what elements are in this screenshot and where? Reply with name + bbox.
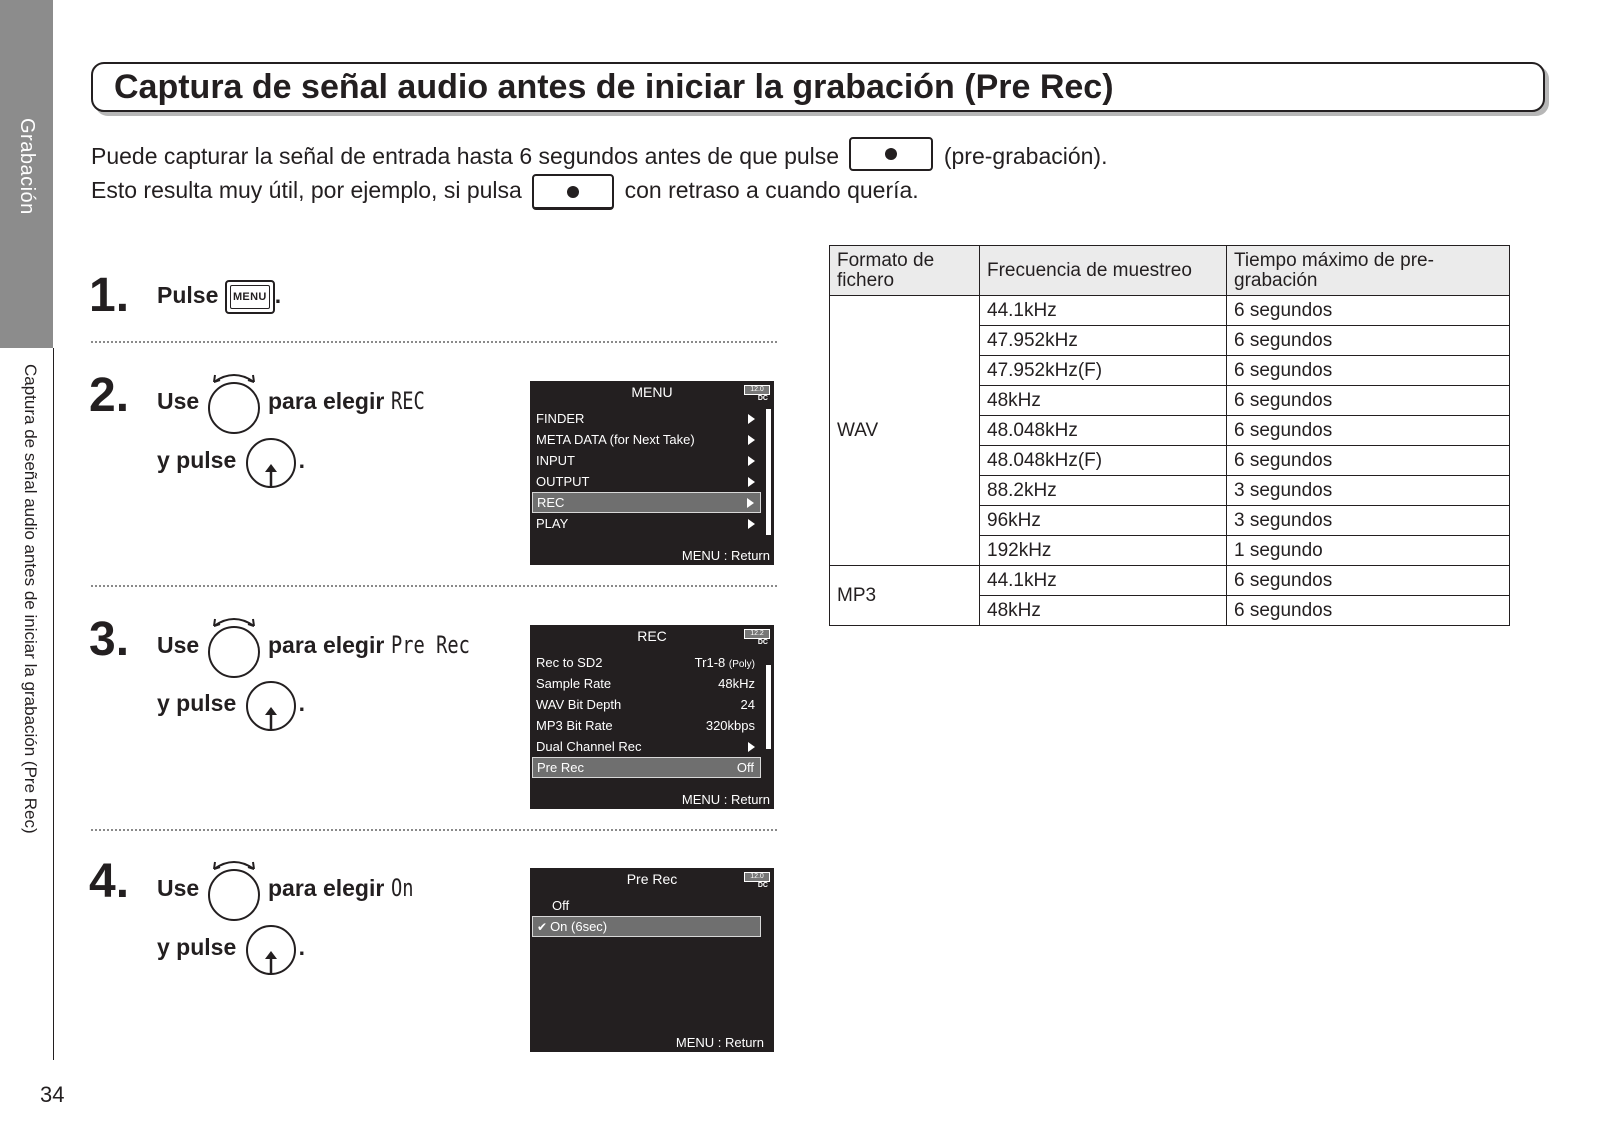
lcd-prerec-screen [530, 868, 774, 1052]
sample-rate-cell: 48kHz [980, 386, 1227, 416]
sample-rate-cell: 48.048kHz [980, 416, 1227, 446]
step-4-use: Use [157, 875, 200, 902]
max-time-cell: 3 segundos [1227, 476, 1510, 506]
lcd-title: Pre Rec [626, 871, 678, 887]
max-time-cell: 6 segundos [1227, 416, 1510, 446]
page-title: Captura de señal audio antes de iniciar la grabación (Pre Rec) [114, 68, 1114, 106]
arrow-right-icon [748, 477, 755, 487]
step-3-line-2 [157, 677, 305, 733]
lcd-setting-row: Rec to SD2 Tr1-8 (Poly) [536, 655, 755, 670]
max-time-cell: 3 segundos [1227, 506, 1510, 536]
step-1-end: . [274, 282, 282, 309]
max-time-cell: 6 segundos [1227, 356, 1510, 386]
lcd-menu-screen [530, 381, 774, 565]
push-dial-icon [243, 434, 299, 490]
step-4-press: y pulse [157, 934, 237, 961]
menu-key-icon [225, 280, 275, 314]
step-3-line-1 [157, 614, 492, 680]
max-time-cell: 6 segundos [1227, 446, 1510, 476]
intro-text-1b: (pre-grabación). [943, 143, 1108, 169]
step-2-use: Use [157, 388, 200, 415]
step-2-press: y pulse [157, 447, 237, 474]
pre-rec-time-table [829, 245, 1510, 626]
step-4-line-1 [157, 857, 420, 923]
step-4-choose: para elegir [267, 875, 385, 902]
dc-indicator: DC [757, 395, 768, 402]
section-tab-text: Grabación [16, 118, 38, 215]
step-divider [91, 341, 777, 343]
arrow-right-icon [748, 742, 755, 752]
arrow-right-icon [748, 414, 755, 424]
step-3-use: Use [157, 632, 200, 659]
step-1-label: Pulse [157, 282, 219, 309]
lcd-menu-item-selected: REC [532, 492, 761, 513]
section-tab-label [0, 0, 53, 348]
step-2-target: REC [390, 387, 425, 416]
step-1-text [157, 280, 281, 314]
arrow-right-icon [748, 435, 755, 445]
max-time-cell: 6 segundos [1227, 566, 1510, 596]
side-section-title: Captura de señal audio antes de iniciar la grabación (Pre Rec) [21, 364, 40, 834]
intro-text-1a: Puede capturar la señal de entrada hasta 6 segundos antes de que pulse [91, 143, 840, 169]
sample-rate-cell: 44.1kHz [980, 566, 1227, 596]
lcd-footer: MENU : Return [681, 792, 770, 807]
step-2-end: . [298, 447, 306, 474]
lcd-scrollbar [766, 409, 771, 535]
battery-icon: 12.0 [744, 872, 770, 882]
push-dial-icon [243, 921, 299, 977]
dc-indicator: DC [757, 639, 768, 646]
table-row [830, 296, 1510, 326]
dc-indicator: DC [757, 882, 768, 889]
intro-line-2 [91, 174, 919, 210]
step-3-end: . [298, 690, 306, 717]
rotary-dial-icon [206, 857, 262, 923]
intro-text-2b: con retraso a cuando quería. [624, 177, 919, 204]
format-cell: WAV [830, 296, 980, 566]
lcd-scrollbar [766, 665, 771, 749]
max-time-cell: 6 segundos [1227, 596, 1510, 626]
lcd-title: REC [637, 628, 667, 644]
arrow-right-icon [748, 519, 755, 529]
header-sample-rate: Frecuencia de muestreo [980, 246, 1227, 296]
step-2-line-2 [157, 434, 305, 490]
lcd-title: MENU [631, 384, 673, 400]
step-3-choose: para elegir [267, 632, 385, 659]
sample-rate-cell: 47.952kHz(F) [980, 356, 1227, 386]
arrow-right-icon [747, 498, 754, 508]
step-4-end: . [298, 934, 306, 961]
lcd-footer: MENU : Return [675, 1035, 764, 1050]
max-time-cell: 6 segundos [1227, 386, 1510, 416]
arrow-right-icon [748, 456, 755, 466]
lcd-setting-row: Dual Channel Rec [532, 736, 761, 757]
intro-text-2a: Esto resulta muy útil, por ejemplo, si pulsa [91, 177, 522, 204]
rotary-dial-icon [206, 370, 262, 436]
sample-rate-cell: 96kHz [980, 506, 1227, 536]
table-row [830, 566, 1510, 596]
step-4-number: 4. [89, 855, 130, 908]
sample-rate-cell: 47.952kHz [980, 326, 1227, 356]
record-button-icon [532, 174, 614, 210]
sample-rate-cell: 48kHz [980, 596, 1227, 626]
table-header-row [830, 246, 1510, 296]
step-2-number: 2. [89, 369, 130, 422]
sample-rate-cell: 44.1kHz [980, 296, 1227, 326]
page-number: 34 [40, 1082, 65, 1107]
battery-icon: 12.2 [744, 629, 770, 639]
sample-rate-cell: 192kHz [980, 536, 1227, 566]
step-1-number: 1. [89, 269, 130, 322]
lcd-setting-row-selected: Pre Rec Off [532, 757, 761, 778]
lcd-footer: MENU : Return [681, 548, 770, 563]
intro-line-1 [91, 141, 1107, 171]
lcd-menu-item: PLAY [532, 513, 761, 534]
lcd-setting-row: Sample Rate 48kHz [536, 676, 755, 691]
sample-rate-cell: 88.2kHz [980, 476, 1227, 506]
checkmark-icon: ✔ [537, 920, 548, 934]
sample-rate-cell: 48.048kHz(F) [980, 446, 1227, 476]
max-time-cell: 1 segundo [1227, 536, 1510, 566]
step-divider [91, 829, 777, 831]
header-max-time: Tiempo máximo de pre-grabación [1227, 246, 1510, 296]
lcd-menu-item: FINDER [532, 408, 761, 429]
max-time-cell: 6 segundos [1227, 296, 1510, 326]
step-3-press: y pulse [157, 690, 237, 717]
table-body [830, 296, 1510, 626]
lcd-option: Off [552, 898, 570, 913]
step-divider [91, 585, 777, 587]
lcd-setting-row: MP3 Bit Rate 320kbps [536, 718, 755, 733]
step-2-line-1 [157, 370, 434, 436]
lcd-option-selected: ✔ On (6sec) [532, 916, 761, 937]
record-button-icon [849, 137, 933, 171]
lcd-menu-item: META DATA (for Next Take) [532, 429, 761, 450]
max-time-cell: 6 segundos [1227, 326, 1510, 356]
step-3-target: Pre Rec [390, 631, 470, 660]
step-4-target: On [390, 874, 414, 903]
battery-icon: 12.0 [744, 385, 770, 395]
menu-key-label: MENU [230, 285, 270, 309]
header-format: Formato de fichero [830, 246, 980, 296]
format-cell: MP3 [830, 566, 980, 626]
side-divider [53, 348, 54, 1060]
step-2-choose: para elegir [267, 388, 385, 415]
lcd-rec-screen [530, 625, 774, 809]
rotary-dial-icon [206, 614, 262, 680]
push-dial-icon [243, 677, 299, 733]
lcd-setting-row: WAV Bit Depth 24 [536, 697, 755, 712]
step-3-number: 3. [89, 613, 130, 666]
lcd-menu-item: OUTPUT [532, 471, 761, 492]
step-4-line-2 [157, 921, 305, 977]
lcd-menu-item: INPUT [532, 450, 761, 471]
